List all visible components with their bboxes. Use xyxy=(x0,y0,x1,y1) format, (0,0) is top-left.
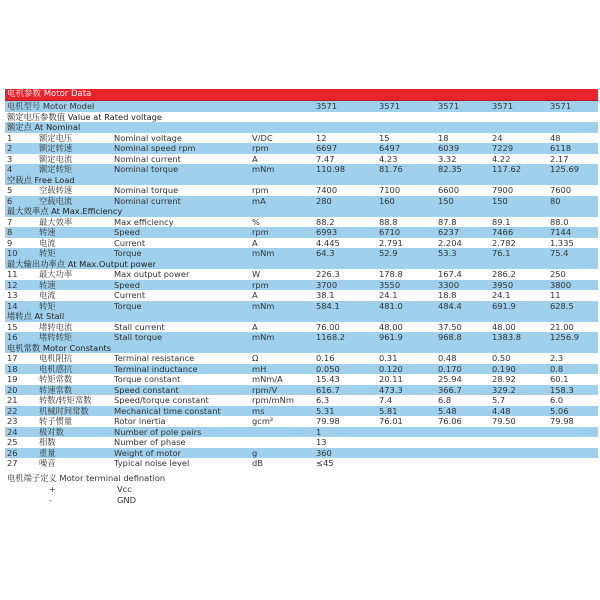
model-value: 3571 xyxy=(379,101,401,111)
param-unit: rpm xyxy=(252,143,269,153)
param-value: 3300 xyxy=(438,279,460,290)
param-value: 15.43 xyxy=(316,374,340,384)
section-title-row xyxy=(5,206,598,217)
section-title-row xyxy=(5,259,598,270)
param-value: 1256.9 xyxy=(550,332,580,342)
row-number: 20 xyxy=(7,384,18,395)
param-unit: A xyxy=(252,153,258,164)
param-value: 226.3 xyxy=(316,269,340,279)
section-title: 最大效率点 At Max.Efficiency xyxy=(7,206,123,216)
param-value: 0.120 xyxy=(379,363,403,374)
param-value: 3550 xyxy=(379,279,401,290)
param-value: 24.1 xyxy=(492,290,511,300)
model-value: 3571 xyxy=(550,101,572,111)
param-value: 5.06 xyxy=(550,405,569,416)
param-unit: mNm xyxy=(252,300,275,311)
row-number: 8 xyxy=(7,227,13,237)
param-value: 3950 xyxy=(492,279,514,290)
param-name-cn: 最大功率 xyxy=(39,269,73,279)
param-value: 0.8 xyxy=(550,363,564,374)
param-unit: A xyxy=(252,237,258,248)
rated-title-row xyxy=(5,112,598,123)
param-value: 24 xyxy=(492,132,503,143)
table-row xyxy=(5,133,598,144)
param-value: 160 xyxy=(379,195,395,206)
param-name-cn: 额定转矩 xyxy=(39,164,73,174)
param-value: 7144 xyxy=(550,227,572,237)
param-value: 6039 xyxy=(438,143,460,153)
param-value: 2.791 xyxy=(379,237,403,248)
param-unit: mNm xyxy=(252,164,275,174)
param-unit: rpm/V xyxy=(252,384,278,395)
section-title: 额定点 At Nominal xyxy=(7,122,81,132)
param-name-en: Max output power xyxy=(114,269,190,279)
param-name-cn: 空载转速 xyxy=(39,185,73,195)
param-value: 628.5 xyxy=(550,300,574,311)
param-unit: mNm xyxy=(252,248,275,258)
table-row xyxy=(5,269,598,280)
param-unit: Ω xyxy=(252,353,259,363)
param-name-en: Terminal inductance xyxy=(114,363,198,374)
param-value: 53.3 xyxy=(438,248,457,258)
section-title: 空载点 Free Load xyxy=(7,174,75,185)
param-name-en: Torque constant xyxy=(114,374,181,384)
param-unit: V/DC xyxy=(252,132,273,143)
param-name-en: Speed/torque constant xyxy=(114,395,209,405)
param-value: 13 xyxy=(316,437,327,447)
param-name-en: Speed constant xyxy=(114,384,179,395)
param-value: 75.4 xyxy=(550,248,569,258)
table-row xyxy=(5,374,598,385)
param-unit: rpm/mNm xyxy=(252,395,294,405)
param-unit: g xyxy=(252,447,258,458)
param-value: 60.1 xyxy=(550,374,569,384)
terminal-symbol: - xyxy=(49,494,52,505)
param-name-cn: 转速常数 xyxy=(39,384,73,395)
row-number: 25 xyxy=(7,437,18,447)
terminal-value: Vcc xyxy=(117,483,132,494)
param-name-cn: 堵转电流 xyxy=(39,321,73,332)
param-value: 3800 xyxy=(550,279,572,290)
param-value: 37.50 xyxy=(438,321,462,332)
param-value: 150 xyxy=(438,195,454,206)
row-number: 6 xyxy=(7,195,13,206)
param-name-en: Weight of motor xyxy=(114,447,182,458)
param-value: 82.35 xyxy=(438,164,462,174)
param-value: 7900 xyxy=(492,185,514,195)
param-unit: A xyxy=(252,321,258,332)
param-value: 3700 xyxy=(316,279,338,290)
table-row xyxy=(5,217,598,228)
param-value: 4.445 xyxy=(316,237,340,248)
param-name-cn: 额定转速 xyxy=(39,143,73,153)
param-value: 28.92 xyxy=(492,374,516,384)
param-value: 117.62 xyxy=(492,164,522,174)
table-row xyxy=(5,395,598,406)
param-value: 38.1 xyxy=(316,290,335,300)
param-name-cn: 噪音 xyxy=(39,458,56,468)
param-value: 167.4 xyxy=(438,269,462,279)
table-row xyxy=(5,406,598,417)
model-row xyxy=(5,101,598,112)
terminal-title: 电机端子定义 Motor terminal defination xyxy=(7,472,166,483)
row-number: 4 xyxy=(7,164,13,174)
param-name-cn: 机械时间常数 xyxy=(39,405,89,416)
param-value: 81.76 xyxy=(379,164,403,174)
param-name-en: Number of pole pairs xyxy=(114,426,202,437)
row-number: 11 xyxy=(7,269,18,279)
param-value: 250 xyxy=(550,269,566,279)
param-value: 0.48 xyxy=(438,353,457,363)
row-number: 5 xyxy=(7,185,13,195)
row-number: 27 xyxy=(7,458,18,468)
param-unit: mNm/A xyxy=(252,374,283,384)
param-unit: rpm xyxy=(252,279,269,290)
param-value: 15 xyxy=(379,132,390,143)
row-number: 26 xyxy=(7,447,18,458)
row-number: 9 xyxy=(7,237,13,248)
param-name-en: Stall torque xyxy=(114,332,163,342)
table-row xyxy=(5,143,598,154)
param-value: 484.4 xyxy=(438,300,462,311)
table-row xyxy=(5,427,598,438)
param-name-en: Torque xyxy=(114,300,142,311)
param-value: 48.00 xyxy=(492,321,516,332)
param-name-en: Number of phase xyxy=(114,437,186,447)
terminal-value: GND xyxy=(117,494,137,505)
param-value: 2.3 xyxy=(550,353,564,363)
param-value: 25.94 xyxy=(438,374,462,384)
param-name-cn: 电机阻抗 xyxy=(39,353,73,363)
param-value: 79.98 xyxy=(316,416,340,426)
param-unit: ms xyxy=(252,405,265,416)
param-name-cn: 重量 xyxy=(39,447,56,458)
param-value: 4.48 xyxy=(492,405,511,416)
table-row xyxy=(5,353,598,364)
param-value: 24.1 xyxy=(379,290,398,300)
param-value: 329.2 xyxy=(492,384,516,395)
table-row xyxy=(5,185,598,196)
param-value: 11 xyxy=(550,290,561,300)
param-value: 481.0 xyxy=(379,300,403,311)
terminal-title-row xyxy=(5,473,598,484)
param-name-en: Rotor inertia xyxy=(114,416,166,426)
section-title-row xyxy=(5,343,598,354)
param-name-cn: 转矩 xyxy=(39,300,56,311)
model-value: 3571 xyxy=(492,101,514,111)
param-value: 88.8 xyxy=(379,216,398,227)
param-value: 6710 xyxy=(379,227,401,237)
table-row xyxy=(5,448,598,459)
param-value: 7466 xyxy=(492,227,514,237)
param-name-en: Nominal current xyxy=(114,195,181,206)
param-value: 616.7 xyxy=(316,384,340,395)
model-value: 3571 xyxy=(316,101,338,111)
param-value: 2.782 xyxy=(492,237,516,248)
param-unit: rpm xyxy=(252,185,269,195)
param-name-cn: 转矩 xyxy=(39,248,56,258)
banner-title: 电机参数 Motor Data xyxy=(5,89,598,101)
row-number: 21 xyxy=(7,395,18,405)
param-value: 76.00 xyxy=(316,321,340,332)
param-value: 6.8 xyxy=(438,395,452,405)
param-value: 1168.2 xyxy=(316,332,346,342)
param-name-en: Nominal torque xyxy=(114,185,179,195)
param-value: ≤45 xyxy=(316,458,334,468)
param-value: 52.9 xyxy=(379,248,398,258)
param-name-en: Current xyxy=(114,237,146,248)
param-value: 89.1 xyxy=(492,216,511,227)
param-name-cn: 电机感抗 xyxy=(39,363,73,374)
param-value: 1 xyxy=(316,426,322,437)
param-name-en: Max efficiency xyxy=(114,216,174,227)
param-value: 0.16 xyxy=(316,353,335,363)
param-name-cn: 电流 xyxy=(39,290,56,300)
row-number: 14 xyxy=(7,300,18,311)
param-unit: gcm² xyxy=(252,416,274,426)
param-name-cn: 堵转转矩 xyxy=(39,332,73,342)
table-row xyxy=(5,290,598,301)
row-number: 13 xyxy=(7,290,18,300)
table-row xyxy=(5,322,598,333)
param-unit: dB xyxy=(252,458,263,468)
row-number: 7 xyxy=(7,216,13,227)
param-value: 18.8 xyxy=(438,290,457,300)
param-unit: mA xyxy=(252,195,266,206)
row-number: 1 xyxy=(7,132,13,143)
row-number: 15 xyxy=(7,321,18,332)
param-value: 360 xyxy=(316,447,332,458)
section-title-row xyxy=(5,311,598,322)
param-value: 6.0 xyxy=(550,395,564,405)
param-name-en: Speed xyxy=(114,227,141,237)
param-name-en: Torque xyxy=(114,248,142,258)
terminal-rows xyxy=(5,484,598,506)
section-title: 最大输出功率点 At Max.Output power xyxy=(7,258,157,269)
param-value: 2.17 xyxy=(550,153,569,164)
param-name-en: Typical noise level xyxy=(114,458,190,468)
section-title-row xyxy=(5,122,598,133)
row-number: 3 xyxy=(7,153,13,164)
param-unit: mNm xyxy=(252,332,275,342)
param-value: 48 xyxy=(550,132,561,143)
terminal-row xyxy=(5,484,598,495)
table-row xyxy=(5,280,598,291)
param-value: 961.9 xyxy=(379,332,403,342)
param-name-cn: 额定电压 xyxy=(39,132,73,143)
param-value: 7.4 xyxy=(379,395,393,405)
sections-container xyxy=(5,122,598,469)
terminal-row xyxy=(5,495,598,506)
row-number: 12 xyxy=(7,279,18,290)
table-row xyxy=(5,416,598,427)
row-number: 23 xyxy=(7,416,18,426)
param-name-en: Current xyxy=(114,290,146,300)
param-value: 6.3 xyxy=(316,395,330,405)
param-unit: rpm xyxy=(252,227,269,237)
table-row xyxy=(5,238,598,249)
param-value: 5.31 xyxy=(316,405,335,416)
param-value: 0.50 xyxy=(492,353,511,363)
param-value: 7600 xyxy=(550,185,572,195)
param-unit: mH xyxy=(252,363,267,374)
param-name-cn: 电流 xyxy=(39,237,56,248)
param-value: 21.00 xyxy=(550,321,574,332)
param-name-cn: 额定电流 xyxy=(39,153,73,164)
param-value: 88.0 xyxy=(550,216,569,227)
row-number: 22 xyxy=(7,405,18,416)
param-name-en: Nominal current xyxy=(114,153,181,164)
section-title-row xyxy=(5,175,598,186)
param-name-en: Terminal resistance xyxy=(114,353,195,363)
table-row xyxy=(5,196,598,207)
param-value: 18 xyxy=(438,132,449,143)
param-value: 691.9 xyxy=(492,300,516,311)
param-value: 79.50 xyxy=(492,416,516,426)
param-value: 125.69 xyxy=(550,164,580,174)
param-value: 6993 xyxy=(316,227,338,237)
terminal-symbol: + xyxy=(49,483,56,494)
param-value: 2.204 xyxy=(438,237,462,248)
motor-data-sheet xyxy=(5,89,598,506)
model-value: 3571 xyxy=(438,101,460,111)
param-value: 79.98 xyxy=(550,416,574,426)
row-number: 2 xyxy=(7,143,13,153)
param-value: 5.81 xyxy=(379,405,398,416)
param-value: 366.7 xyxy=(438,384,462,395)
param-value: 80 xyxy=(550,195,561,206)
model-label: 电机型号 Motor Model xyxy=(7,101,95,111)
param-name-en: Stall current xyxy=(114,321,165,332)
param-value: 6497 xyxy=(379,143,401,153)
row-number: 18 xyxy=(7,363,18,374)
param-value: 286.2 xyxy=(492,269,516,279)
param-value: 88.2 xyxy=(316,216,335,227)
param-value: 7229 xyxy=(492,143,514,153)
param-unit: W xyxy=(252,269,261,279)
row-number: 19 xyxy=(7,374,18,384)
param-value: 5.48 xyxy=(438,405,457,416)
table-row xyxy=(5,154,598,165)
param-name-cn: 转数/转矩常数 xyxy=(39,395,92,405)
rated-title: 额定电压参数值 Value at Rated voltage xyxy=(7,111,163,122)
section-title: 堵转点 At Stall xyxy=(7,311,65,321)
row-number: 17 xyxy=(7,353,18,363)
param-unit: % xyxy=(252,216,260,227)
table-row xyxy=(5,385,598,396)
param-value: 1.335 xyxy=(550,237,574,248)
param-value: 473.3 xyxy=(379,384,403,395)
param-name-cn: 最大效率 xyxy=(39,216,73,227)
param-name-cn: 空载电流 xyxy=(39,195,73,206)
param-name-cn: 转子惯量 xyxy=(39,416,73,426)
param-name-en: Speed xyxy=(114,279,141,290)
param-name-en: Nominal voltage xyxy=(114,132,182,143)
param-value: 48.00 xyxy=(379,321,403,332)
param-value: 0.050 xyxy=(316,363,340,374)
param-value: 12 xyxy=(316,132,327,143)
param-value: 968.8 xyxy=(438,332,462,342)
param-value: 158.3 xyxy=(550,384,574,395)
param-name-cn: 转矩常数 xyxy=(39,374,73,384)
param-value: 0.170 xyxy=(438,363,462,374)
param-value: 6600 xyxy=(438,185,460,195)
param-value: 64.3 xyxy=(316,248,335,258)
param-name-cn: 转速 xyxy=(39,227,56,237)
row-number: 10 xyxy=(7,248,18,258)
table-row xyxy=(5,364,598,375)
param-value: 7400 xyxy=(316,185,338,195)
param-value: 110.98 xyxy=(316,164,346,174)
param-value: 20.11 xyxy=(379,374,403,384)
param-value: 76.06 xyxy=(438,416,462,426)
table-row xyxy=(5,458,598,469)
param-value: 87.8 xyxy=(438,216,457,227)
param-name-en: Mechanical time constant xyxy=(114,405,221,416)
param-value: 4.22 xyxy=(492,153,511,164)
table-row xyxy=(5,332,598,343)
table-row xyxy=(5,164,598,175)
table-row xyxy=(5,248,598,259)
param-value: 4.23 xyxy=(379,153,398,164)
table-row xyxy=(5,301,598,312)
param-value: 178.8 xyxy=(379,269,403,279)
param-value: 76.1 xyxy=(492,248,511,258)
row-number: 24 xyxy=(7,426,18,437)
param-value: 6697 xyxy=(316,143,338,153)
param-name-en: Nominal speed rpm xyxy=(114,143,196,153)
param-value: 6237 xyxy=(438,227,460,237)
param-value: 7100 xyxy=(379,185,401,195)
param-unit: A xyxy=(252,290,258,300)
param-value: 5.7 xyxy=(492,395,506,405)
param-value: 6118 xyxy=(550,143,572,153)
param-value: 76.01 xyxy=(379,416,403,426)
param-value: 0.31 xyxy=(379,353,398,363)
param-value: 0.190 xyxy=(492,363,516,374)
param-name-cn: 极对数 xyxy=(39,426,64,437)
row-number: 16 xyxy=(7,332,18,342)
table-row xyxy=(5,437,598,448)
section-title: 电机常数 Motor Constants xyxy=(7,342,112,353)
param-name-cn: 相数 xyxy=(39,437,56,447)
table-row xyxy=(5,227,598,238)
param-name-cn: 转速 xyxy=(39,279,56,290)
param-value: 150 xyxy=(492,195,508,206)
param-name-en: Nominal torque xyxy=(114,164,179,174)
param-value: 280 xyxy=(316,195,332,206)
param-value: 7.47 xyxy=(316,153,335,164)
param-value: 1383.8 xyxy=(492,332,522,342)
param-value: 3.32 xyxy=(438,153,457,164)
param-value: 584.1 xyxy=(316,300,340,311)
